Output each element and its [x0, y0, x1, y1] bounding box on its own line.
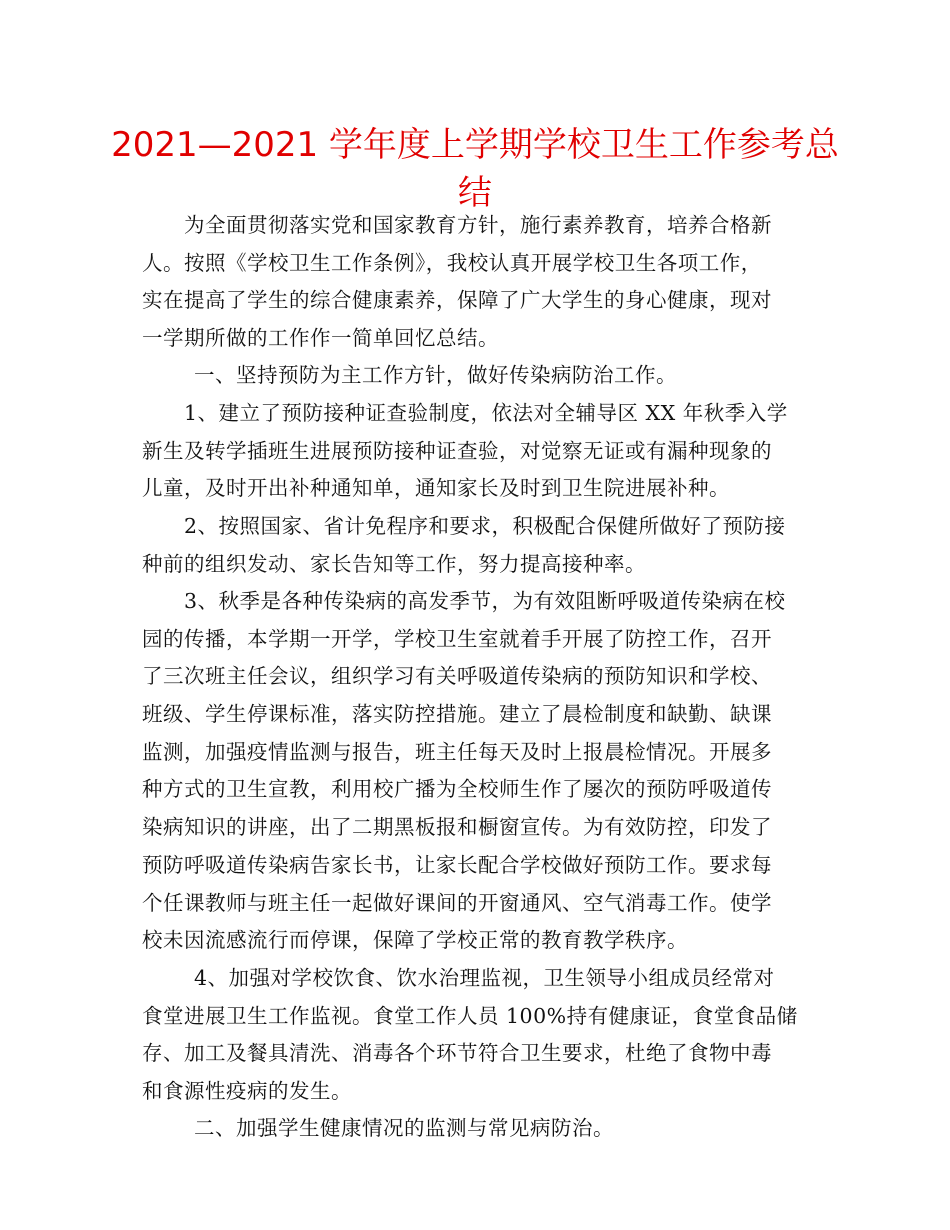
- document-title-line-1: 2021—2021 学年度上学期学校卫生工作参考总: [111, 125, 839, 165]
- paragraph-line: 人。按照《学校卫生工作条例》，我校认真开展学校卫生各项工作，: [142, 250, 762, 275]
- paragraph-line: 染病知识的讲座，出了二期黑板报和橱窗宣传。为有效防控，印发了: [142, 815, 772, 840]
- paragraph-line: 种方式的卫生宣教，利用校广播为全校师生作了屡次的预防呼吸道传: [142, 777, 772, 802]
- paragraph-line: 和食源性疫病的发生。: [142, 1079, 352, 1104]
- paragraph-item-3: [142, 583, 832, 960]
- paragraph-intro: [142, 207, 832, 358]
- paragraph-line: 2、按照国家、省计免程序和要求，积极配合保健所做好了预防接: [184, 514, 786, 538]
- paragraph-line: 一学期所做的工作作一简单回忆总结。: [142, 326, 499, 351]
- paragraph-item-2: [142, 508, 832, 583]
- paragraph-line: 班级、学生停课标准，落实防控措施。建立了晨检制度和缺勤、缺课: [142, 702, 772, 727]
- paragraph-line: 了三次班主任会议，组织学习有关呼吸道传染病的预防知识和学校、: [142, 664, 772, 689]
- section-heading-1: [142, 357, 832, 395]
- paragraph-item-1: [142, 395, 832, 508]
- paragraph-line: 园的传播，本学期一开学，学校卫生室就着手开展了防控工作，召开: [142, 626, 772, 651]
- paragraph-line: 1、建立了预防接种证查验制度，依法对全辅导区 XX 年秋季入学: [184, 401, 788, 425]
- section-heading-text: 一、坚持预防为主工作方针，做好传染病防治工作。: [194, 363, 677, 387]
- paragraph-line: 存、加工及餐具清洗、消毒各个环节符合卫生要求，杜绝了食物中毒: [142, 1041, 772, 1066]
- paragraph-item-4: [142, 960, 832, 1111]
- paragraph-line: 儿童，及时开出补种通知单，通知家长及时到卫生院进展补种。: [142, 476, 730, 501]
- paragraph-line: 监测，加强疫情监测与报告，班主任每天及时上报晨检情况。开展多: [142, 739, 772, 764]
- section-heading-2: [142, 1110, 832, 1148]
- document-title-line-2: 结: [458, 173, 492, 213]
- paragraph-line: 新生及转学插班生进展预防接种证查验，对觉察无证或有漏种现象的: [142, 438, 772, 463]
- paragraph-line: 为全面贯彻落实党和国家教育方针，施行素养教育，培养合格新: [184, 213, 772, 237]
- paragraph-line: 实在提高了学生的综合健康素养，保障了广大学生的身心健康，现对: [142, 288, 772, 313]
- paragraph-line: 4、加强对学校饮食、饮水治理监视，卫生领导小组成员经常对: [194, 966, 775, 990]
- paragraph-line: 预防呼吸道传染病告家长书，让家长配合学校做好预防工作。要求每: [142, 852, 772, 877]
- paragraph-line: 校未因流感流行而停课，保障了学校正常的教育教学秩序。: [142, 928, 688, 953]
- paragraph-line: 种前的组织发动、家长告知等工作，努力提高接种率。: [142, 551, 646, 576]
- paragraph-line: 个任课教师与班主任一起做好课间的开窗通风、空气消毒工作。使学: [142, 890, 772, 915]
- section-heading-text: 二、加强学生健康情况的监测与常见病防治。: [194, 1116, 614, 1140]
- paragraph-line: 3、秋季是各种传染病的高发季节，为有效阻断呼吸道传染病在校: [184, 589, 786, 613]
- paragraph-line: 食堂进展卫生工作监视。食堂工作人员 100%持有健康证，食堂食品储: [142, 1003, 798, 1028]
